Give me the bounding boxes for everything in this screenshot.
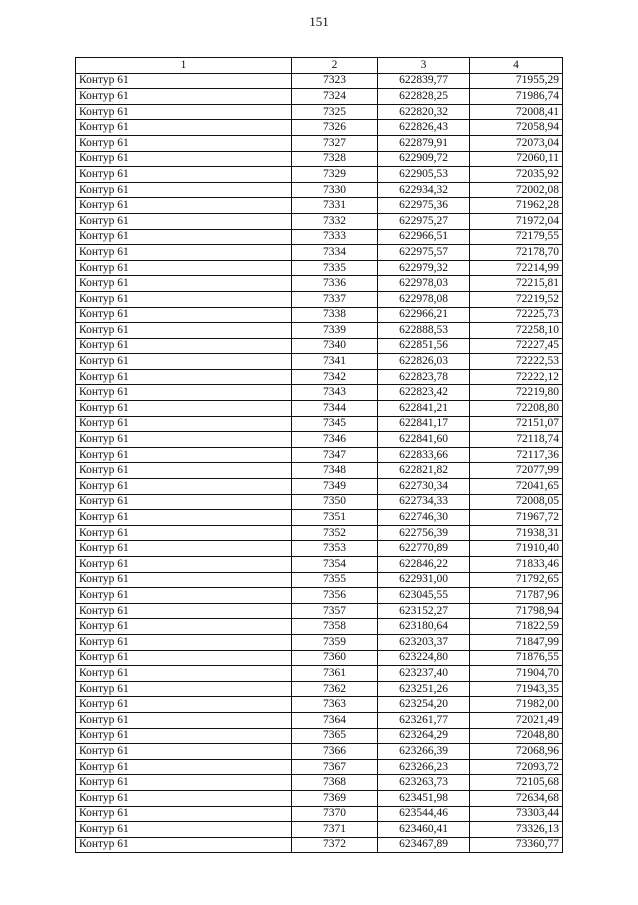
y-coordinate-cell: 72634,68 <box>470 790 563 806</box>
x-coordinate-cell: 623254,20 <box>378 697 470 713</box>
y-coordinate-cell: 71904,70 <box>470 666 563 682</box>
table-row <box>76 775 563 791</box>
point-number-cell: 7329 <box>292 167 378 183</box>
contour-name-cell: Контур 61 <box>76 712 292 728</box>
point-number-cell: 7372 <box>292 837 378 853</box>
contour-name-cell: Контур 61 <box>76 432 292 448</box>
y-coordinate-cell: 71822,59 <box>470 619 563 635</box>
point-number-cell: 7327 <box>292 135 378 151</box>
point-number-cell: 7326 <box>292 120 378 136</box>
contour-name-cell: Контур 61 <box>76 89 292 105</box>
x-coordinate-cell: 622851,56 <box>378 338 470 354</box>
y-coordinate-cell: 72225,73 <box>470 307 563 323</box>
point-number-cell: 7350 <box>292 494 378 510</box>
table-row <box>76 338 563 354</box>
point-number-cell: 7352 <box>292 525 378 541</box>
point-number-cell: 7366 <box>292 744 378 760</box>
contour-name-cell: Контур 61 <box>76 479 292 495</box>
header-row <box>76 58 563 74</box>
point-number-cell: 7345 <box>292 416 378 432</box>
point-number-cell: 7351 <box>292 510 378 526</box>
point-number-cell: 7338 <box>292 307 378 323</box>
x-coordinate-cell: 622828,25 <box>378 89 470 105</box>
contour-name-cell: Контур 61 <box>76 307 292 323</box>
contour-name-cell: Контур 61 <box>76 681 292 697</box>
y-coordinate-cell: 71910,40 <box>470 541 563 557</box>
table-row <box>76 510 563 526</box>
table-row <box>76 634 563 650</box>
table-row <box>76 557 563 573</box>
table-row <box>76 323 563 339</box>
contour-name-cell: Контур 61 <box>76 354 292 370</box>
point-number-cell: 7362 <box>292 681 378 697</box>
table-row <box>76 167 563 183</box>
table-row <box>76 650 563 666</box>
y-coordinate-cell: 72208,80 <box>470 401 563 417</box>
y-coordinate-cell: 72035,92 <box>470 167 563 183</box>
y-coordinate-cell: 72258,10 <box>470 323 563 339</box>
x-coordinate-cell: 622979,32 <box>378 260 470 276</box>
table-row <box>76 104 563 120</box>
point-number-cell: 7349 <box>292 479 378 495</box>
contour-name-cell: Контур 61 <box>76 416 292 432</box>
y-coordinate-cell: 72093,72 <box>470 759 563 775</box>
point-number-cell: 7363 <box>292 697 378 713</box>
point-number-cell: 7328 <box>292 151 378 167</box>
table-row <box>76 619 563 635</box>
y-coordinate-cell: 71833,46 <box>470 557 563 573</box>
y-coordinate-cell: 71967,72 <box>470 510 563 526</box>
y-coordinate-cell: 72008,05 <box>470 494 563 510</box>
x-coordinate-cell: 622975,27 <box>378 213 470 229</box>
point-number-cell: 7336 <box>292 276 378 292</box>
y-coordinate-cell: 72222,12 <box>470 369 563 385</box>
y-coordinate-cell: 71792,65 <box>470 572 563 588</box>
y-coordinate-cell: 72060,11 <box>470 151 563 167</box>
table-row <box>76 541 563 557</box>
y-coordinate-cell: 72073,04 <box>470 135 563 151</box>
y-coordinate-cell: 71847,99 <box>470 634 563 650</box>
point-number-cell: 7337 <box>292 291 378 307</box>
point-number-cell: 7358 <box>292 619 378 635</box>
point-number-cell: 7344 <box>292 401 378 417</box>
contour-name-cell: Контур 61 <box>76 151 292 167</box>
x-coordinate-cell: 622841,60 <box>378 432 470 448</box>
table-row <box>76 697 563 713</box>
y-coordinate-cell: 71943,35 <box>470 681 563 697</box>
y-coordinate-cell: 72008,41 <box>470 104 563 120</box>
table-row <box>76 182 563 198</box>
point-number-cell: 7343 <box>292 385 378 401</box>
x-coordinate-cell: 622746,30 <box>378 510 470 526</box>
table-row <box>76 135 563 151</box>
contour-name-cell: Контур 61 <box>76 447 292 463</box>
contour-name-cell: Контур 61 <box>76 666 292 682</box>
contour-name-cell: Контур 61 <box>76 385 292 401</box>
x-coordinate-cell: 622888,53 <box>378 323 470 339</box>
point-number-cell: 7354 <box>292 557 378 573</box>
y-coordinate-cell: 71938,31 <box>470 525 563 541</box>
contour-name-cell: Контур 61 <box>76 104 292 120</box>
y-coordinate-cell: 72219,80 <box>470 385 563 401</box>
x-coordinate-cell: 623045,55 <box>378 588 470 604</box>
contour-name-cell: Контур 61 <box>76 588 292 604</box>
table-row <box>76 525 563 541</box>
x-coordinate-cell: 622730,34 <box>378 479 470 495</box>
table-body <box>76 73 563 853</box>
point-number-cell: 7340 <box>292 338 378 354</box>
contour-name-cell: Контур 61 <box>76 650 292 666</box>
x-coordinate-cell: 623237,40 <box>378 666 470 682</box>
y-coordinate-cell: 71972,04 <box>470 213 563 229</box>
x-coordinate-cell: 623451,98 <box>378 790 470 806</box>
point-number-cell: 7331 <box>292 198 378 214</box>
header-col-2: 2 <box>292 58 378 74</box>
contour-name-cell: Контур 61 <box>76 634 292 650</box>
x-coordinate-cell: 623266,39 <box>378 744 470 760</box>
table-row <box>76 276 563 292</box>
point-number-cell: 7355 <box>292 572 378 588</box>
table-row <box>76 447 563 463</box>
x-coordinate-cell: 622833,66 <box>378 447 470 463</box>
contour-name-cell: Контур 61 <box>76 728 292 744</box>
x-coordinate-cell: 623180,64 <box>378 619 470 635</box>
y-coordinate-cell: 71798,94 <box>470 603 563 619</box>
x-coordinate-cell: 622978,08 <box>378 291 470 307</box>
y-coordinate-cell: 71986,74 <box>470 89 563 105</box>
contour-name-cell: Контур 61 <box>76 135 292 151</box>
table-row <box>76 73 563 89</box>
x-coordinate-cell: 622846,22 <box>378 557 470 573</box>
point-number-cell: 7357 <box>292 603 378 619</box>
x-coordinate-cell: 622966,51 <box>378 229 470 245</box>
y-coordinate-cell: 72214,99 <box>470 260 563 276</box>
y-coordinate-cell: 72222,53 <box>470 354 563 370</box>
contour-name-cell: Контур 61 <box>76 167 292 183</box>
point-number-cell: 7323 <box>292 73 378 89</box>
point-number-cell: 7341 <box>292 354 378 370</box>
y-coordinate-cell: 72219,52 <box>470 291 563 307</box>
x-coordinate-cell: 622841,17 <box>378 416 470 432</box>
contour-name-cell: Контур 61 <box>76 822 292 838</box>
x-coordinate-cell: 622978,03 <box>378 276 470 292</box>
y-coordinate-cell: 72048,80 <box>470 728 563 744</box>
point-number-cell: 7335 <box>292 260 378 276</box>
contour-name-cell: Контур 61 <box>76 806 292 822</box>
point-number-cell: 7325 <box>292 104 378 120</box>
contour-name-cell: Контур 61 <box>76 229 292 245</box>
point-number-cell: 7339 <box>292 323 378 339</box>
x-coordinate-cell: 623203,37 <box>378 634 470 650</box>
table-row <box>76 588 563 604</box>
coordinates-table <box>75 57 563 853</box>
x-coordinate-cell: 622756,39 <box>378 525 470 541</box>
contour-name-cell: Контур 61 <box>76 775 292 791</box>
table-row <box>76 494 563 510</box>
y-coordinate-cell: 73303,44 <box>470 806 563 822</box>
contour-name-cell: Контур 61 <box>76 837 292 853</box>
y-coordinate-cell: 72178,70 <box>470 245 563 261</box>
y-coordinate-cell: 72179,55 <box>470 229 563 245</box>
y-coordinate-cell: 72118,74 <box>470 432 563 448</box>
x-coordinate-cell: 622975,36 <box>378 198 470 214</box>
table-row <box>76 806 563 822</box>
y-coordinate-cell: 71876,55 <box>470 650 563 666</box>
y-coordinate-cell: 71962,28 <box>470 198 563 214</box>
table-row <box>76 416 563 432</box>
table-row <box>76 401 563 417</box>
contour-name-cell: Контур 61 <box>76 557 292 573</box>
header-col-3: 3 <box>378 58 470 74</box>
point-number-cell: 7364 <box>292 712 378 728</box>
x-coordinate-cell: 623263,73 <box>378 775 470 791</box>
table-row <box>76 213 563 229</box>
point-number-cell: 7361 <box>292 666 378 682</box>
x-coordinate-cell: 622826,43 <box>378 120 470 136</box>
x-coordinate-cell: 622839,77 <box>378 73 470 89</box>
table-row <box>76 572 563 588</box>
y-coordinate-cell: 72227,45 <box>470 338 563 354</box>
table-row <box>76 291 563 307</box>
contour-name-cell: Контур 61 <box>76 541 292 557</box>
table-row <box>76 89 563 105</box>
x-coordinate-cell: 622975,57 <box>378 245 470 261</box>
x-coordinate-cell: 623266,23 <box>378 759 470 775</box>
x-coordinate-cell: 622826,03 <box>378 354 470 370</box>
x-coordinate-cell: 622823,78 <box>378 369 470 385</box>
table-row <box>76 837 563 853</box>
point-number-cell: 7347 <box>292 447 378 463</box>
table-row <box>76 681 563 697</box>
y-coordinate-cell: 72058,94 <box>470 120 563 136</box>
contour-name-cell: Контур 61 <box>76 790 292 806</box>
header-col-4: 4 <box>470 58 563 74</box>
point-number-cell: 7370 <box>292 806 378 822</box>
table-row <box>76 463 563 479</box>
y-coordinate-cell: 73360,77 <box>470 837 563 853</box>
contour-name-cell: Контур 61 <box>76 759 292 775</box>
contour-name-cell: Контур 61 <box>76 463 292 479</box>
contour-name-cell: Контур 61 <box>76 338 292 354</box>
y-coordinate-cell: 72117,36 <box>470 447 563 463</box>
contour-name-cell: Контур 61 <box>76 572 292 588</box>
page-number: 151 <box>309 14 329 29</box>
table-header <box>76 58 563 74</box>
x-coordinate-cell: 622905,53 <box>378 167 470 183</box>
table-row <box>76 385 563 401</box>
contour-name-cell: Контур 61 <box>76 510 292 526</box>
contour-name-cell: Контур 61 <box>76 291 292 307</box>
table-row <box>76 354 563 370</box>
contour-name-cell: Контур 61 <box>76 525 292 541</box>
table-row <box>76 151 563 167</box>
y-coordinate-cell: 72077,99 <box>470 463 563 479</box>
point-number-cell: 7369 <box>292 790 378 806</box>
point-number-cell: 7348 <box>292 463 378 479</box>
contour-name-cell: Контур 61 <box>76 619 292 635</box>
x-coordinate-cell: 622934,32 <box>378 182 470 198</box>
point-number-cell: 7365 <box>292 728 378 744</box>
contour-name-cell: Контур 61 <box>76 182 292 198</box>
y-coordinate-cell: 72151,07 <box>470 416 563 432</box>
point-number-cell: 7324 <box>292 89 378 105</box>
table-row <box>76 603 563 619</box>
x-coordinate-cell: 623460,41 <box>378 822 470 838</box>
point-number-cell: 7367 <box>292 759 378 775</box>
x-coordinate-cell: 622931,00 <box>378 572 470 588</box>
table-row <box>76 307 563 323</box>
point-number-cell: 7368 <box>292 775 378 791</box>
x-coordinate-cell: 623264,29 <box>378 728 470 744</box>
x-coordinate-cell: 622879,91 <box>378 135 470 151</box>
contour-name-cell: Контур 61 <box>76 603 292 619</box>
contour-name-cell: Контур 61 <box>76 213 292 229</box>
point-number-cell: 7333 <box>292 229 378 245</box>
x-coordinate-cell: 623261,77 <box>378 712 470 728</box>
contour-name-cell: Контур 61 <box>76 323 292 339</box>
point-number-cell: 7356 <box>292 588 378 604</box>
table-row <box>76 790 563 806</box>
contour-name-cell: Контур 61 <box>76 73 292 89</box>
table-row <box>76 229 563 245</box>
x-coordinate-cell: 622909,72 <box>378 151 470 167</box>
table-row <box>76 245 563 261</box>
contour-name-cell: Контур 61 <box>76 369 292 385</box>
y-coordinate-cell: 72215,81 <box>470 276 563 292</box>
x-coordinate-cell: 622770,89 <box>378 541 470 557</box>
table-row <box>76 822 563 838</box>
y-coordinate-cell: 72068,96 <box>470 744 563 760</box>
x-coordinate-cell: 622966,21 <box>378 307 470 323</box>
point-number-cell: 7342 <box>292 369 378 385</box>
contour-name-cell: Контур 61 <box>76 198 292 214</box>
point-number-cell: 7360 <box>292 650 378 666</box>
table-row <box>76 432 563 448</box>
y-coordinate-cell: 71955,29 <box>470 73 563 89</box>
y-coordinate-cell: 73326,13 <box>470 822 563 838</box>
contour-name-cell: Контур 61 <box>76 494 292 510</box>
point-number-cell: 7334 <box>292 245 378 261</box>
contour-name-cell: Контур 61 <box>76 245 292 261</box>
point-number-cell: 7359 <box>292 634 378 650</box>
point-number-cell: 7371 <box>292 822 378 838</box>
contour-name-cell: Контур 61 <box>76 276 292 292</box>
point-number-cell: 7353 <box>292 541 378 557</box>
x-coordinate-cell: 623251,26 <box>378 681 470 697</box>
x-coordinate-cell: 622821,82 <box>378 463 470 479</box>
x-coordinate-cell: 622734,33 <box>378 494 470 510</box>
contour-name-cell: Контур 61 <box>76 744 292 760</box>
table-row <box>76 120 563 136</box>
x-coordinate-cell: 623224,80 <box>378 650 470 666</box>
table-row <box>76 369 563 385</box>
y-coordinate-cell: 72021,49 <box>470 712 563 728</box>
contour-name-cell: Контур 61 <box>76 401 292 417</box>
table-row <box>76 260 563 276</box>
table-row <box>76 666 563 682</box>
point-number-cell: 7332 <box>292 213 378 229</box>
y-coordinate-cell: 72041,65 <box>470 479 563 495</box>
x-coordinate-cell: 622841,21 <box>378 401 470 417</box>
y-coordinate-cell: 71787,96 <box>470 588 563 604</box>
x-coordinate-cell: 623152,27 <box>378 603 470 619</box>
table-row <box>76 712 563 728</box>
table-row <box>76 744 563 760</box>
point-number-cell: 7346 <box>292 432 378 448</box>
x-coordinate-cell: 622820,32 <box>378 104 470 120</box>
y-coordinate-cell: 71982,00 <box>470 697 563 713</box>
contour-name-cell: Контур 61 <box>76 120 292 136</box>
table-row <box>76 198 563 214</box>
x-coordinate-cell: 623544,46 <box>378 806 470 822</box>
y-coordinate-cell: 72105,68 <box>470 775 563 791</box>
point-number-cell: 7330 <box>292 182 378 198</box>
header-col-1: 1 <box>76 58 292 74</box>
table-row <box>76 728 563 744</box>
contour-name-cell: Контур 61 <box>76 697 292 713</box>
y-coordinate-cell: 72002,08 <box>470 182 563 198</box>
table-row <box>76 759 563 775</box>
table-row <box>76 479 563 495</box>
x-coordinate-cell: 623467,89 <box>378 837 470 853</box>
x-coordinate-cell: 622823,42 <box>378 385 470 401</box>
contour-name-cell: Контур 61 <box>76 260 292 276</box>
